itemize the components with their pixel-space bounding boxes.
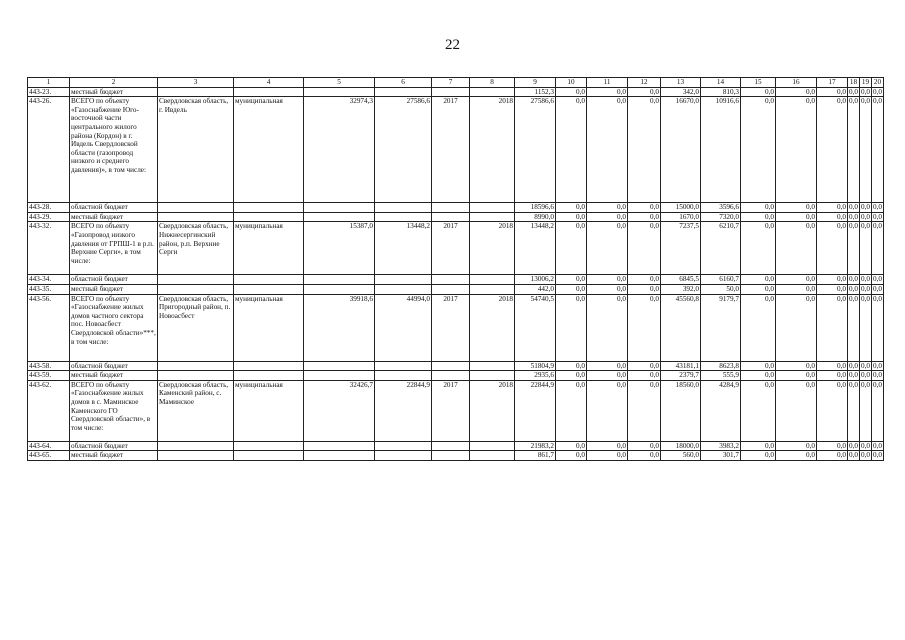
amount-cell: 0,0 xyxy=(776,371,817,381)
amount-cell: 0,0 xyxy=(741,97,776,203)
start-year: 2017 xyxy=(432,294,470,361)
amount-cell: 392,0 xyxy=(661,284,701,294)
amount-cell: 0,0 xyxy=(873,451,882,460)
location xyxy=(158,212,234,222)
ownership xyxy=(234,203,304,213)
end-year xyxy=(470,87,515,97)
amount-cell: 0,0 xyxy=(741,371,776,381)
amount-cell: 0,0 xyxy=(849,441,858,450)
amount-cell: 0,0 xyxy=(741,212,776,222)
column-header: 12 xyxy=(628,78,661,88)
ownership xyxy=(234,451,304,461)
table-row xyxy=(28,380,884,441)
object-name: областной бюджет xyxy=(70,361,158,371)
amount-cell: 0,0 xyxy=(776,441,817,451)
end-year xyxy=(470,441,515,451)
amount-cell: 27586,6 xyxy=(515,97,556,203)
column-header: 4 xyxy=(234,78,304,88)
amount-cell: 1152,3 xyxy=(515,87,556,97)
amount-cell: 0,0 xyxy=(817,371,848,381)
amount-cell: 0,0 xyxy=(556,361,587,371)
amount-cell: 0,0 xyxy=(849,87,858,96)
column-header: 17 xyxy=(817,78,848,88)
amount-cell: 13448,2 xyxy=(515,222,556,275)
amount-cell: 0,0 xyxy=(859,294,871,361)
amount-cell: 342,0 xyxy=(661,87,701,97)
estimated-cost xyxy=(304,87,375,97)
amount-cell: 0,0 xyxy=(817,284,848,294)
table-row xyxy=(28,451,884,461)
amount-cell: 0,0 xyxy=(776,294,817,361)
amount-cell: 0,0 xyxy=(587,87,628,97)
amount-cell: 2935,6 xyxy=(515,371,556,381)
estimated-cost xyxy=(304,275,375,285)
start-year xyxy=(432,441,470,451)
amount-cell: 0,0 xyxy=(556,275,587,285)
remaining-cost xyxy=(375,371,432,381)
budget-table xyxy=(27,77,884,461)
table-row xyxy=(28,371,884,381)
amount-cell: 0,0 xyxy=(741,441,776,451)
remaining-cost: 13448,2 xyxy=(375,222,432,275)
column-header: 20 xyxy=(871,78,883,88)
table-row xyxy=(28,275,884,285)
start-year xyxy=(432,212,470,222)
amount-cell: 6160,7 xyxy=(701,275,741,285)
table-row xyxy=(28,87,884,97)
location xyxy=(158,284,234,294)
amount-cell: 0,0 xyxy=(817,451,848,461)
table-row xyxy=(28,294,884,361)
amount-cell: 0,0 xyxy=(556,212,587,222)
row-number: 443-34. xyxy=(28,275,70,285)
amount-cell: 8623,8 xyxy=(701,361,741,371)
object-name: областной бюджет xyxy=(70,441,158,451)
amount-cell: 0,0 xyxy=(628,380,661,441)
amount-cell: 0,0 xyxy=(628,371,661,381)
amount-cell: 0,0 xyxy=(741,284,776,294)
estimated-cost xyxy=(304,212,375,222)
amount-cell: 0,0 xyxy=(741,361,776,371)
amount-cell: 18000,0 xyxy=(661,441,701,451)
amount-cell: 0,0 xyxy=(817,275,848,285)
amount-cell: 0,0 xyxy=(873,371,882,380)
amount-cell: 0,0 xyxy=(873,284,882,293)
amount-cell: 0,0 xyxy=(873,203,882,212)
object-name: местный бюджет xyxy=(70,212,158,222)
amount-cell: 0,0 xyxy=(556,203,587,213)
amount-cell: 0,0 xyxy=(861,203,870,212)
end-year xyxy=(470,451,515,461)
amount-cell: 0,0 xyxy=(861,275,870,284)
amount-cell: 0,0 xyxy=(871,294,883,361)
amount-cell: 861,7 xyxy=(515,451,556,461)
amount-cell: 442,0 xyxy=(515,284,556,294)
amount-cell: 0,0 xyxy=(817,97,848,203)
amount-cell: 0,0 xyxy=(873,212,882,221)
amount-cell: 0,0 xyxy=(587,222,628,275)
amount-cell: 0,0 xyxy=(871,380,883,441)
amount-cell: 0,0 xyxy=(556,371,587,381)
row-number: 443-29. xyxy=(28,212,70,222)
table-row xyxy=(28,212,884,222)
object-name: местный бюджет xyxy=(70,371,158,381)
amount-cell: 10916,6 xyxy=(701,97,741,203)
estimated-cost xyxy=(304,371,375,381)
amount-cell: 15000,0 xyxy=(661,203,701,213)
amount-cell: 0,0 xyxy=(873,87,882,96)
amount-cell: 6845,5 xyxy=(661,275,701,285)
amount-cell: 43181,1 xyxy=(661,361,701,371)
amount-cell: 0,0 xyxy=(859,222,871,275)
amount-cell: 0,0 xyxy=(861,284,870,293)
amount-cell: 0,0 xyxy=(628,451,661,461)
amount-cell: 0,0 xyxy=(873,441,882,450)
amount-cell: 0,0 xyxy=(741,222,776,275)
column-header: 5 xyxy=(304,78,375,88)
ownership xyxy=(234,87,304,97)
table-row xyxy=(28,97,884,203)
amount-cell: 0,0 xyxy=(817,441,848,451)
remaining-cost: 22844,9 xyxy=(375,380,432,441)
estimated-cost: 15387,0 xyxy=(304,222,375,275)
estimated-cost: 32426,7 xyxy=(304,380,375,441)
amount-cell: 0,0 xyxy=(556,97,587,203)
amount-cell: 0,0 xyxy=(628,294,661,361)
object-name: областной бюджет xyxy=(70,275,158,285)
remaining-cost xyxy=(375,275,432,285)
amount-cell: 0,0 xyxy=(587,212,628,222)
location xyxy=(158,361,234,371)
amount-cell: 6210,7 xyxy=(701,222,741,275)
amount-cell: 0,0 xyxy=(861,361,870,370)
object-name: ВСЕГО по объекту «Газоснабжение жилых домов в с. Маминское Каменского ГО Свердловской области», в том числе: xyxy=(70,380,158,441)
ownership: муниципальная xyxy=(234,222,304,275)
amount-cell: 18596,6 xyxy=(515,203,556,213)
estimated-cost xyxy=(304,203,375,213)
amount-cell: 0,0 xyxy=(849,212,858,221)
amount-cell: 301,7 xyxy=(701,451,741,461)
amount-cell: 0,0 xyxy=(861,212,870,221)
amount-cell: 0,0 xyxy=(776,380,817,441)
amount-cell: 0,0 xyxy=(849,203,858,212)
column-header: 15 xyxy=(741,78,776,88)
start-year xyxy=(432,284,470,294)
ownership xyxy=(234,371,304,381)
ownership xyxy=(234,212,304,222)
amount-cell: 0,0 xyxy=(776,87,817,97)
amount-cell: 22844,9 xyxy=(515,380,556,441)
amount-cell: 560,0 xyxy=(661,451,701,461)
amount-cell: 0,0 xyxy=(873,275,882,284)
amount-cell: 0,0 xyxy=(628,212,661,222)
amount-cell: 0,0 xyxy=(587,441,628,451)
amount-cell: 7320,0 xyxy=(701,212,741,222)
amount-cell: 0,0 xyxy=(859,380,871,441)
amount-cell: 0,0 xyxy=(848,222,860,275)
row-number: 443-26. xyxy=(28,97,70,203)
start-year xyxy=(432,87,470,97)
row-number: 443-65. xyxy=(28,451,70,461)
amount-cell: 8990,0 xyxy=(515,212,556,222)
object-name: областной бюджет xyxy=(70,203,158,213)
amount-cell: 0,0 xyxy=(628,97,661,203)
amount-cell: 3596,6 xyxy=(701,203,741,213)
amount-cell: 0,0 xyxy=(741,203,776,213)
table-row xyxy=(28,361,884,371)
object-name: ВСЕГО по объекту «Газоснабжение Юго-восточной части центрального жилого района (Кордон) в г. Ивдель Свердловской области (газопровод низкого и среднего давления)», в том числе: xyxy=(70,97,158,203)
ownership: муниципальная xyxy=(234,380,304,441)
object-name: местный бюджет xyxy=(70,284,158,294)
start-year xyxy=(432,275,470,285)
table-header-row xyxy=(28,78,884,88)
amount-cell: 0,0 xyxy=(587,97,628,203)
amount-cell: 0,0 xyxy=(628,284,661,294)
amount-cell: 9179,7 xyxy=(701,294,741,361)
column-header: 13 xyxy=(661,78,701,88)
end-year xyxy=(470,361,515,371)
column-header: 7 xyxy=(432,78,470,88)
column-header: 16 xyxy=(776,78,817,88)
estimated-cost xyxy=(304,441,375,451)
amount-cell: 0,0 xyxy=(848,294,860,361)
estimated-cost xyxy=(304,361,375,371)
amount-cell: 0,0 xyxy=(859,97,871,203)
row-number: 443-23. xyxy=(28,87,70,97)
end-year: 2018 xyxy=(470,222,515,275)
location xyxy=(158,441,234,451)
amount-cell: 21983,2 xyxy=(515,441,556,451)
end-year xyxy=(470,203,515,213)
amount-cell: 54740,5 xyxy=(515,294,556,361)
column-header: 11 xyxy=(587,78,628,88)
remaining-cost xyxy=(375,451,432,461)
amount-cell: 16670,0 xyxy=(661,97,701,203)
location xyxy=(158,87,234,97)
column-header: 2 xyxy=(70,78,158,88)
object-name: местный бюджет xyxy=(70,451,158,461)
table-row xyxy=(28,284,884,294)
remaining-cost xyxy=(375,87,432,97)
amount-cell: 0,0 xyxy=(556,380,587,441)
amount-cell: 3983,2 xyxy=(701,441,741,451)
object-name: ВСЕГО по объекту «Газоснабжение жилых домов частного сектора пос. Новоасбест Свердловской области»***, в том числе: xyxy=(70,294,158,361)
amount-cell: 0,0 xyxy=(776,361,817,371)
amount-cell: 0,0 xyxy=(873,361,882,370)
ownership xyxy=(234,275,304,285)
object-name: местный бюджет xyxy=(70,87,158,97)
amount-cell: 0,0 xyxy=(861,441,870,450)
start-year xyxy=(432,371,470,381)
amount-cell: 0,0 xyxy=(741,294,776,361)
amount-cell: 0,0 xyxy=(848,380,860,441)
estimated-cost xyxy=(304,451,375,461)
object-name: ВСЕГО по объекту «Газопровод низкого давления от ГРПШ-1 в р.п. Верхние Серги», в том числе: xyxy=(70,222,158,275)
column-header: 19 xyxy=(859,78,871,88)
column-header: 18 xyxy=(848,78,860,88)
amount-cell: 0,0 xyxy=(817,222,848,275)
remaining-cost xyxy=(375,203,432,213)
table-row xyxy=(28,441,884,451)
amount-cell: 0,0 xyxy=(628,87,661,97)
amount-cell: 0,0 xyxy=(628,441,661,451)
amount-cell: 0,0 xyxy=(741,380,776,441)
start-year: 2017 xyxy=(432,380,470,441)
start-year xyxy=(432,203,470,213)
remaining-cost xyxy=(375,284,432,294)
amount-cell: 0,0 xyxy=(587,361,628,371)
estimated-cost xyxy=(304,284,375,294)
amount-cell: 0,0 xyxy=(587,451,628,461)
remaining-cost: 27586,6 xyxy=(375,97,432,203)
column-header: 3 xyxy=(158,78,234,88)
page-number: 22 xyxy=(445,37,460,53)
end-year: 2018 xyxy=(470,380,515,441)
end-year: 2018 xyxy=(470,294,515,361)
remaining-cost: 44994,0 xyxy=(375,294,432,361)
start-year xyxy=(432,451,470,461)
amount-cell: 0,0 xyxy=(741,275,776,285)
ownership xyxy=(234,361,304,371)
estimated-cost: 32974,3 xyxy=(304,97,375,203)
ownership: муниципальная xyxy=(234,97,304,203)
amount-cell: 0,0 xyxy=(776,275,817,285)
column-header: 10 xyxy=(556,78,587,88)
end-year xyxy=(470,212,515,222)
amount-cell: 0,0 xyxy=(776,203,817,213)
amount-cell: 0,0 xyxy=(556,451,587,461)
amount-cell: 0,0 xyxy=(776,284,817,294)
amount-cell: 0,0 xyxy=(817,212,848,222)
table-row xyxy=(28,203,884,213)
amount-cell: 0,0 xyxy=(817,361,848,371)
amount-cell: 0,0 xyxy=(849,275,858,284)
location xyxy=(158,451,234,461)
end-year: 2018 xyxy=(470,97,515,203)
amount-cell: 0,0 xyxy=(556,441,587,451)
location xyxy=(158,371,234,381)
amount-cell: 0,0 xyxy=(587,275,628,285)
amount-cell: 0,0 xyxy=(776,222,817,275)
location xyxy=(158,203,234,213)
amount-cell: 0,0 xyxy=(587,371,628,381)
amount-cell: 1670,0 xyxy=(661,212,701,222)
row-number: 443-64. xyxy=(28,441,70,451)
ownership: муниципальная xyxy=(234,294,304,361)
row-number: 443-28. xyxy=(28,203,70,213)
remaining-cost xyxy=(375,212,432,222)
row-number: 443-62. xyxy=(28,380,70,441)
amount-cell: 0,0 xyxy=(628,361,661,371)
amount-cell: 0,0 xyxy=(556,284,587,294)
amount-cell: 7237,5 xyxy=(661,222,701,275)
amount-cell: 2379,7 xyxy=(661,371,701,381)
location xyxy=(158,275,234,285)
amount-cell: 0,0 xyxy=(776,212,817,222)
amount-cell: 0,0 xyxy=(587,380,628,441)
amount-cell: 13006,2 xyxy=(515,275,556,285)
row-number: 443-35. xyxy=(28,284,70,294)
amount-cell: 0,0 xyxy=(741,87,776,97)
row-number: 443-59. xyxy=(28,371,70,381)
amount-cell: 0,0 xyxy=(817,87,848,97)
amount-cell: 0,0 xyxy=(628,203,661,213)
amount-cell: 50,0 xyxy=(701,284,741,294)
remaining-cost xyxy=(375,361,432,371)
ownership xyxy=(234,441,304,451)
amount-cell: 0,0 xyxy=(817,203,848,213)
amount-cell: 555,9 xyxy=(701,371,741,381)
location: Свердловская область, Каменский район, с. Маминское xyxy=(158,380,234,441)
amount-cell: 0,0 xyxy=(848,97,860,203)
amount-cell: 0,0 xyxy=(849,451,858,460)
row-number: 443-32. xyxy=(28,222,70,275)
amount-cell: 0,0 xyxy=(817,380,848,441)
amount-cell: 0,0 xyxy=(628,222,661,275)
column-header: 6 xyxy=(375,78,432,88)
amount-cell: 0,0 xyxy=(776,451,817,461)
end-year xyxy=(470,371,515,381)
amount-cell: 0,0 xyxy=(556,294,587,361)
table-row xyxy=(28,222,884,275)
amount-cell: 0,0 xyxy=(776,97,817,203)
amount-cell: 45560,8 xyxy=(661,294,701,361)
amount-cell: 0,0 xyxy=(861,87,870,96)
amount-cell: 0,0 xyxy=(871,222,883,275)
start-year xyxy=(432,361,470,371)
column-header: 8 xyxy=(470,78,515,88)
amount-cell: 0,0 xyxy=(849,371,858,380)
location: Свердловская область, Пригородный район, п. Новоасбест xyxy=(158,294,234,361)
amount-cell: 0,0 xyxy=(741,451,776,461)
amount-cell: 0,0 xyxy=(871,97,883,203)
amount-cell: 0,0 xyxy=(849,284,858,293)
location: Свердловская область, Нижнесергинский район, р.п. Верхние Серги xyxy=(158,222,234,275)
amount-cell: 18560,0 xyxy=(661,380,701,441)
location: Свердловская область, г. Ивдель xyxy=(158,97,234,203)
start-year: 2017 xyxy=(432,222,470,275)
amount-cell: 0,0 xyxy=(628,275,661,285)
column-header: 9 xyxy=(515,78,556,88)
row-number: 443-56. xyxy=(28,294,70,361)
column-header: 1 xyxy=(28,78,70,88)
amount-cell: 0,0 xyxy=(849,361,858,370)
amount-cell: 0,0 xyxy=(587,203,628,213)
amount-cell: 0,0 xyxy=(587,284,628,294)
amount-cell: 0,0 xyxy=(861,451,870,460)
amount-cell: 0,0 xyxy=(556,222,587,275)
amount-cell: 4284,9 xyxy=(701,380,741,441)
amount-cell: 0,0 xyxy=(861,371,870,380)
amount-cell: 810,3 xyxy=(701,87,741,97)
amount-cell: 0,0 xyxy=(817,294,848,361)
column-header: 14 xyxy=(701,78,741,88)
estimated-cost: 39918,6 xyxy=(304,294,375,361)
amount-cell: 0,0 xyxy=(587,294,628,361)
row-number: 443-58. xyxy=(28,361,70,371)
amount-cell: 51804,9 xyxy=(515,361,556,371)
remaining-cost xyxy=(375,441,432,451)
end-year xyxy=(470,284,515,294)
end-year xyxy=(470,275,515,285)
start-year: 2017 xyxy=(432,97,470,203)
ownership xyxy=(234,284,304,294)
amount-cell: 0,0 xyxy=(556,87,587,97)
